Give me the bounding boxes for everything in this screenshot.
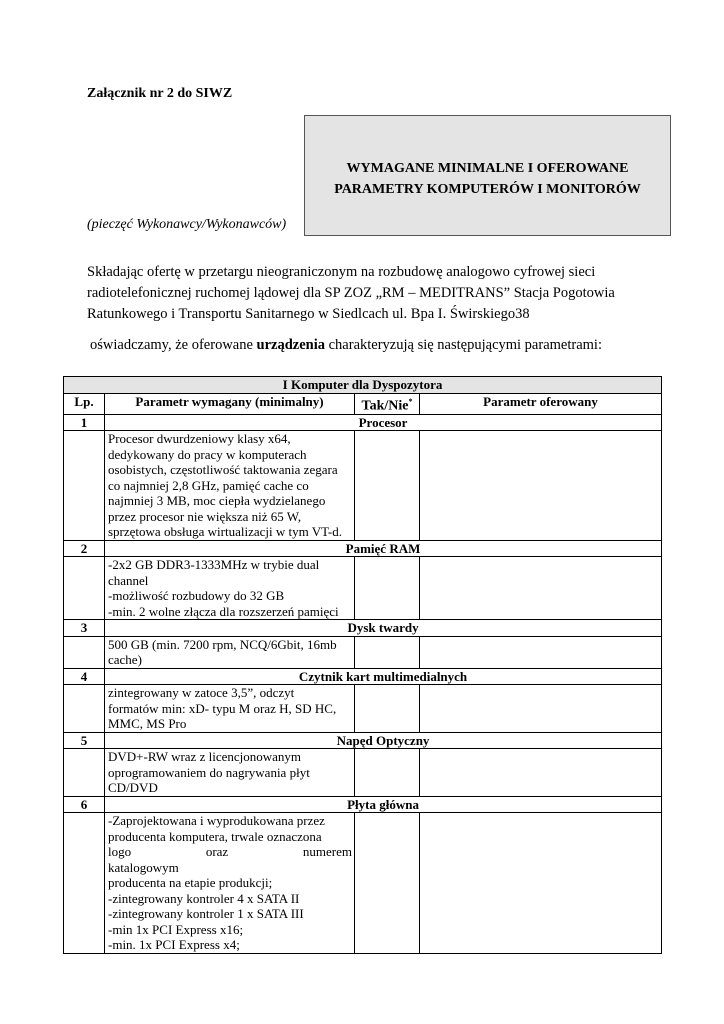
document-title-box: [304, 115, 671, 236]
description-line: channel: [108, 572, 149, 588]
column-header-tak-nie: [355, 393, 420, 414]
section-header-row: [64, 732, 662, 749]
section-header-row: [64, 796, 662, 813]
table-sections: [64, 414, 662, 953]
description-line: co najmniej 2,8 GHz, pamięć cache co: [108, 477, 309, 493]
description-line: -zintegrowany kontroler 1 x SATA III: [108, 906, 304, 922]
description-line: -zintegrowany kontroler 4 x SATA II: [108, 890, 300, 906]
tak-nie-label: Tak/Nie: [361, 398, 409, 414]
intro-line-1: Składając ofertę w przetargu nieograniczonym na rozbudowę analogowo cyfrowej sieci: [87, 264, 596, 280]
required-parameter-description: [105, 636, 355, 668]
annex-label: Załącznik nr 2 do SIWZ: [87, 86, 233, 101]
section-header-row: [64, 668, 662, 685]
description-line: producenta na etapie produkcji;: [108, 875, 273, 891]
required-parameter-description: [105, 557, 355, 620]
section-detail-row: [64, 749, 662, 797]
description-line: osobistych, częstotliwość taktowania zegara: [108, 462, 338, 478]
section-detail-row: [64, 431, 662, 541]
description-line: -2x2 GB DDR3-1333MHz w trybie dual: [108, 557, 320, 573]
section-number: 2: [64, 540, 105, 557]
description-line: -min 1x PCI Express x16;: [108, 921, 244, 937]
section-detail-row: [64, 813, 662, 954]
tak-nie-cell[interactable]: [355, 557, 420, 620]
lp-cell-empty: [64, 685, 105, 733]
description-line: Procesor dwurdzeniowy klasy x64,: [108, 431, 291, 447]
section-detail-row: [64, 557, 662, 620]
description-line: CD/DVD: [108, 780, 158, 796]
section-name: Napęd Optyczny: [105, 732, 662, 749]
section-header-row: [64, 414, 662, 431]
offered-parameter-cell[interactable]: [420, 749, 662, 797]
tak-nie-cell[interactable]: [355, 749, 420, 797]
section-number: 4: [64, 668, 105, 685]
section-detail-row: [64, 685, 662, 733]
section-name: Procesor: [105, 414, 662, 431]
footnote-mark: *: [408, 396, 413, 406]
description-line: dedykowany do pracy w komputerach: [108, 446, 307, 462]
contractor-stamp-label: (pieczęć Wykonawcy/Wykonawców): [87, 217, 287, 232]
document-title-line-2: PARAMETRY KOMPUTERÓW I MONITORÓW: [334, 181, 641, 197]
description-line: -min. 2 wolne złącza dla rozszerzeń pamięci: [108, 603, 339, 619]
description-line: DVD+-RW wraz z licencjonowanym: [108, 749, 302, 765]
description-line: logo oraz numerem katalogowym: [108, 844, 352, 875]
document-title-line-1: WYMAGANE MINIMALNE I OFEROWANE: [346, 160, 629, 176]
section-number: 5: [64, 732, 105, 749]
description-line: przez procesor nie większa niż 65 W,: [108, 508, 302, 524]
offered-parameter-cell[interactable]: [420, 431, 662, 541]
intro-paragraph: [87, 262, 687, 356]
lp-cell-empty: [64, 749, 105, 797]
description-line: MMC, MS Pro: [108, 716, 187, 732]
description-line: oprogramowaniem do nagrywania płyt: [108, 764, 310, 780]
declaration-text-start: oświadczamy, że oferowane: [90, 337, 257, 353]
section-name: Pamięć RAM: [105, 540, 662, 557]
description-line: formatów min: xD- typu M oraz H, SD HC,: [108, 700, 337, 716]
declaration-text-end: charakteryzują się następującymi parametrami:: [325, 337, 602, 353]
declaration-line: [87, 335, 687, 356]
section-number: 1: [64, 414, 105, 431]
description-line: najmniej 3 MB, moc ciepła wydzielanego: [108, 493, 326, 509]
offered-parameter-cell[interactable]: [420, 557, 662, 620]
description-line: cache): [108, 652, 142, 668]
column-header-lp: Lp.: [64, 393, 105, 414]
table-title: I Komputer dla Dyspozytora: [64, 377, 662, 394]
offered-parameter-cell[interactable]: [420, 685, 662, 733]
offered-parameter-cell[interactable]: [420, 813, 662, 954]
lp-cell-empty: [64, 431, 105, 541]
intro-line-3: Ratunkowego i Transportu Sanitarnego w Siedlcach ul. Bpa I. Świrskiego38: [87, 306, 530, 322]
section-name: Dysk twardy: [105, 620, 662, 637]
section-name: Płyta główna: [105, 796, 662, 813]
description-line: -możliwość rozbudowy do 32 GB: [108, 588, 285, 604]
required-parameter-description: [105, 813, 355, 954]
description-line: producenta komputera, trwale oznaczona: [108, 828, 322, 844]
column-header-offered: Parametr oferowany: [420, 393, 662, 414]
description-line: 500 GB (min. 7200 rpm, NCQ/6Gbit, 16mb: [108, 636, 337, 652]
lp-cell-empty: [64, 813, 105, 954]
description-line: zintegrowany w zatoce 3,5”, odczyt: [108, 685, 295, 701]
required-parameter-description: [105, 749, 355, 797]
description-line: sprzętowa obsługa wirtualizacji w tym VT-d.: [108, 524, 342, 540]
tak-nie-cell[interactable]: [355, 685, 420, 733]
section-number: 3: [64, 620, 105, 637]
section-header-row: [64, 620, 662, 637]
declaration-bold-word: urządzenia: [256, 337, 325, 353]
required-parameter-description: [105, 431, 355, 541]
lp-cell-empty: [64, 557, 105, 620]
lp-cell-empty: [64, 636, 105, 668]
tak-nie-cell[interactable]: [355, 636, 420, 668]
section-header-row: [64, 540, 662, 557]
intro-line-2: radiotelefonicznej ruchomej lądowej dla SP ZOZ „RM – MEDITRANS” Stacja Pogotowia: [87, 285, 615, 301]
description-line: -Zaprojektowana i wyprodukowana przez: [108, 813, 325, 829]
required-parameter-description: [105, 685, 355, 733]
section-name: Czytnik kart multimedialnych: [105, 668, 662, 685]
offered-parameter-cell[interactable]: [420, 636, 662, 668]
specification-table: [63, 376, 662, 954]
column-header-parameter: Parametr wymagany (minimalny): [105, 393, 355, 414]
tak-nie-cell[interactable]: [355, 813, 420, 954]
tak-nie-cell[interactable]: [355, 431, 420, 541]
section-number: 6: [64, 796, 105, 813]
description-line: -min. 1x PCI Express x4;: [108, 937, 240, 953]
section-detail-row: [64, 636, 662, 668]
